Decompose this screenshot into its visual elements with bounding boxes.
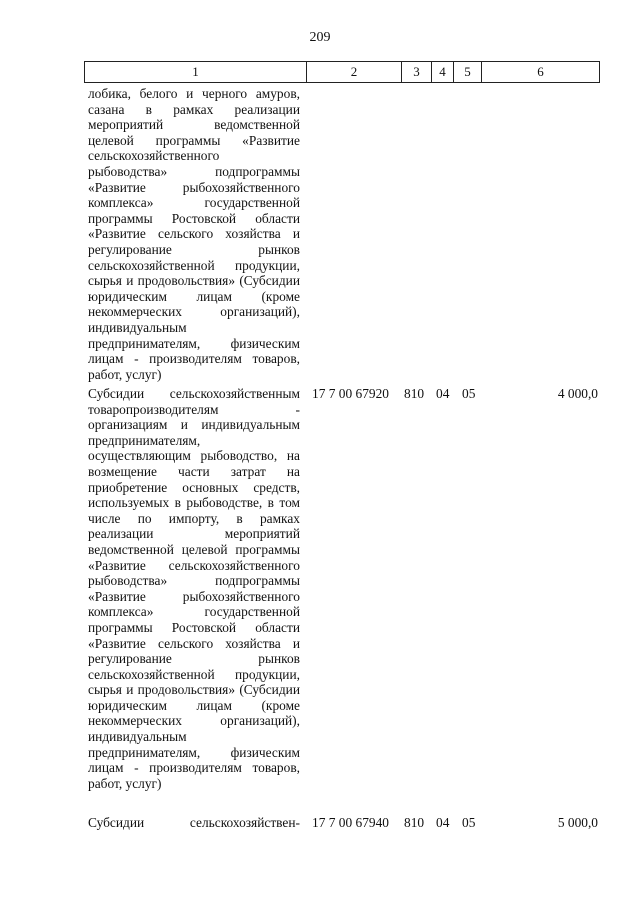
column-header-6: 6 (537, 64, 544, 79)
column-header-5: 5 (454, 62, 482, 82)
column-header-1: 1 (85, 62, 307, 82)
row-amount: 5 000,0 (557, 815, 598, 830)
row-section: 04 (436, 386, 450, 401)
column-header-3: 3 (402, 62, 432, 82)
row-expense-type: 810 (404, 815, 425, 830)
column-header-4: 4 (432, 62, 454, 82)
table-header-row (84, 61, 600, 83)
row-expense-type: 810 (404, 386, 425, 401)
row-target-code: 17 7 00 67920 (312, 386, 389, 401)
row-section: 04 (436, 815, 450, 830)
row-target-code: 17 7 00 67940 (312, 815, 389, 830)
page-number: 209 (309, 30, 331, 45)
row-amount: 4 000,0 (557, 386, 598, 401)
row-subsection: 05 (462, 386, 476, 401)
row-description: лобика, белого и черного амуров, сазана в рамках реализации мероприятий ведомственной целевой программы «Развитие сельскохозяйственного рыбоводства» подпрограммы «Развитие рыбохозяйственного комплекса» государственной программы Ростовской области «Развитие сельского хозяйства и регулирование рынков сельскохозяйственной продукции, сырья и продовольствия» (Субсидии юридическим лицам (кроме некоммерческих организаций), индивидуальным предпринимателям, физическим лицам - производителям товаров, работ, услуг) (88, 86, 300, 382)
row-description: Субсидии сельскохозяйствен- (88, 815, 300, 830)
row-subsection: 05 (462, 815, 476, 830)
column-header-2: 2 (307, 62, 402, 82)
row-description: Субсидии сельскохозяйственным товаропроизводителям - организациям и индивидуальным предпринимателям, осуществляющим рыбоводство, на возмещение части затрат на приобретение основных средств, используемых в рыбоводстве, в том числе по импорту, в рамках реализации мероприятий ведомственной целевой программы «Развитие сельскохозяйственного рыбоводства» подпрограммы «Развитие рыбохозяйственного комплекса» государственной программы Ростовской области «Развитие сельского хозяйства и регулирование рынков сельскохозяйственной продукции, сырья и продовольствия» (Субсидии юридическим лицам (кроме некоммерческих организаций), индивидуальным предпринимателям, физическим лицам - производителям товаров, работ, услуг) (88, 386, 300, 791)
